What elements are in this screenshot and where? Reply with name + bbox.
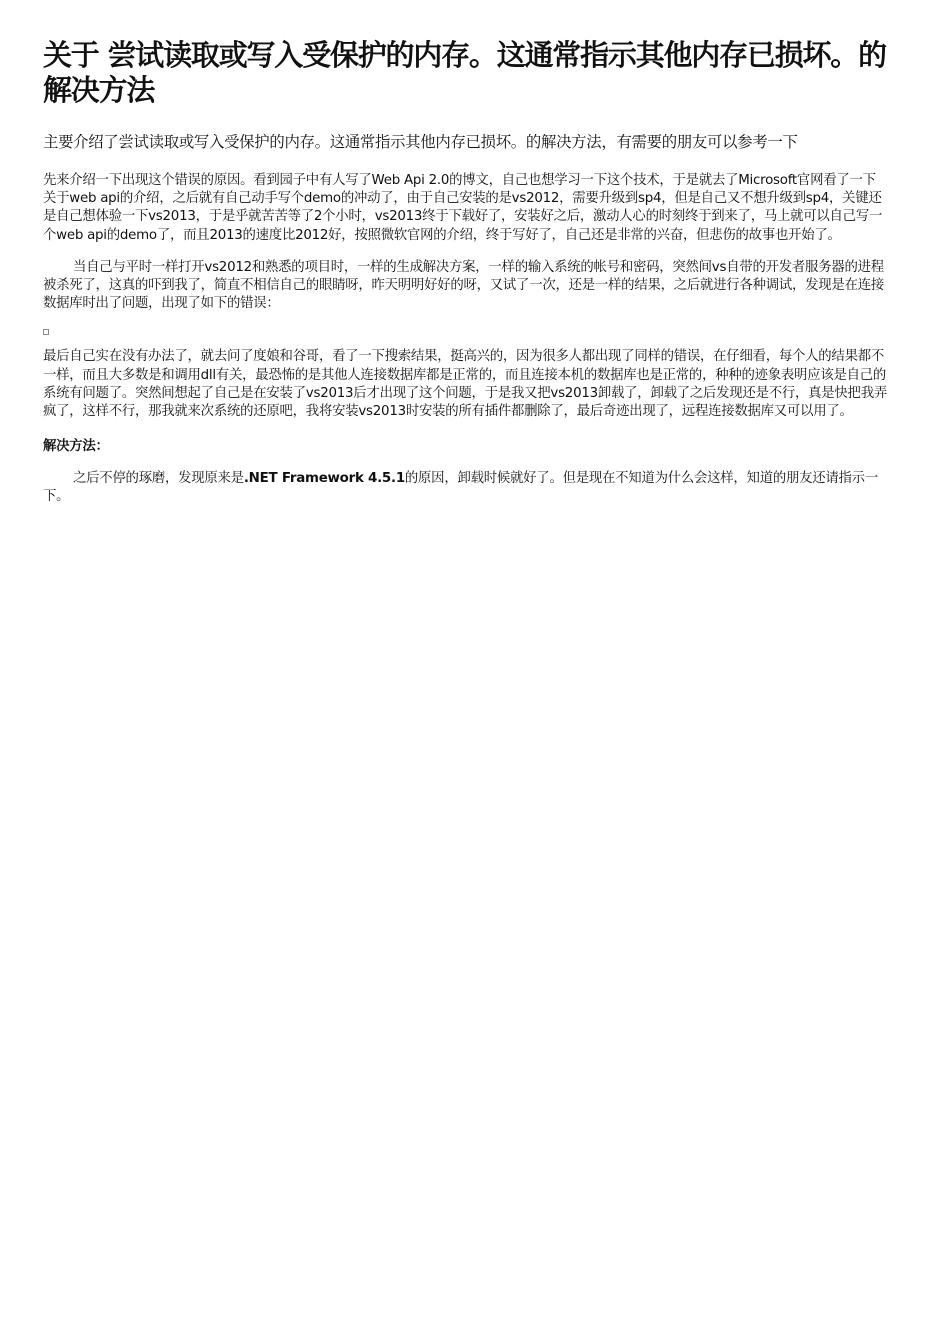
paragraph-solution (43, 470, 888, 506)
paragraph-cause: 先来介绍一下出现这个错误的原因。看到园子中有人写了Web Api 2.0的博文，自己也想学习一下这个技术，于是就去了Microsoft官网看了一下关于web api的介绍，之后就有自己动手写个demo的冲动了，由于自己安装的是vs2012，需要升级到sp4，但是自己又不想升级到sp4，关键还是自己想体验一下vs2013，于是乎就苦苦等了2个小时，vs2013终于下载好了，安装好之后，激动人心的时刻终于到来了，马上就可以自己写一个web api的demo了，而且2013的速度比2012好，按照微软官网的介绍，终于写好了，自己还是非常的兴奋，但悲伤的故事也开始了。 (43, 173, 883, 243)
solution-heading: 解决方法： (43, 439, 109, 455)
broken-image-icon (43, 329, 49, 335)
article-summary: 主要介绍了尝试读取或写入受保护的内存。这通常指示其他内存已损坏。的解决方法，有需要的朋友可以参考一下 (43, 133, 798, 151)
paragraph-troubleshooting: 最后自己实在没有办法了，就去问了度娘和谷哥，看了一下搜索结果，挺高兴的，因为很多人都出现了同样的错误，在仔细看，每个人的结果都不一样，而且大多数是和调用dll有关，最恐怖的是其他人连接数据库都是正常的，而且连接本机的数据库也是正常的，种种的迹象表明应该是自己的系统有问题了。突然间想起了自己是在安装了vs2013后才出现了这个问题，于是我又把vs2013卸载了，卸载了之后发现还是不行，真是快把我弄疯了，这样不行，那我就来次系统的还原吧，我将安装vs2013时安装的所有插件都删除了，最后奇迹出现了，远程连接数据库又可以用了。 (43, 349, 887, 420)
solution-framework-name: .NET Framework 4.5.1 (243, 471, 405, 487)
solution-text-after: 的原因，卸载时候就好了。但是现在不知道为什么会这样，知道的朋友还请指示一下。 (43, 471, 878, 505)
page-title: 关于 尝试读取或写入受保护的内存。这通常指示其他内存已损坏。的解决方法 (43, 38, 886, 107)
article (43, 38, 888, 507)
paragraph-error-occurrence: 当自己与平时一样打开vs2012和熟悉的项目时，一样的生成解决方案，一样的输入系统的帐号和密码，突然间vs自带的开发者服务器的进程被杀死了，这真的吓到我了，简直不相信自己的眼睛呀，昨天明明好好的呀，又试了一次，还是一样的结果，之后就进行各种调试，发现是在连接数据库时出了问题，出现了如下的错误： (43, 259, 884, 312)
solution-text-before: 之后不停的琢磨，发现原来是 (73, 471, 244, 487)
